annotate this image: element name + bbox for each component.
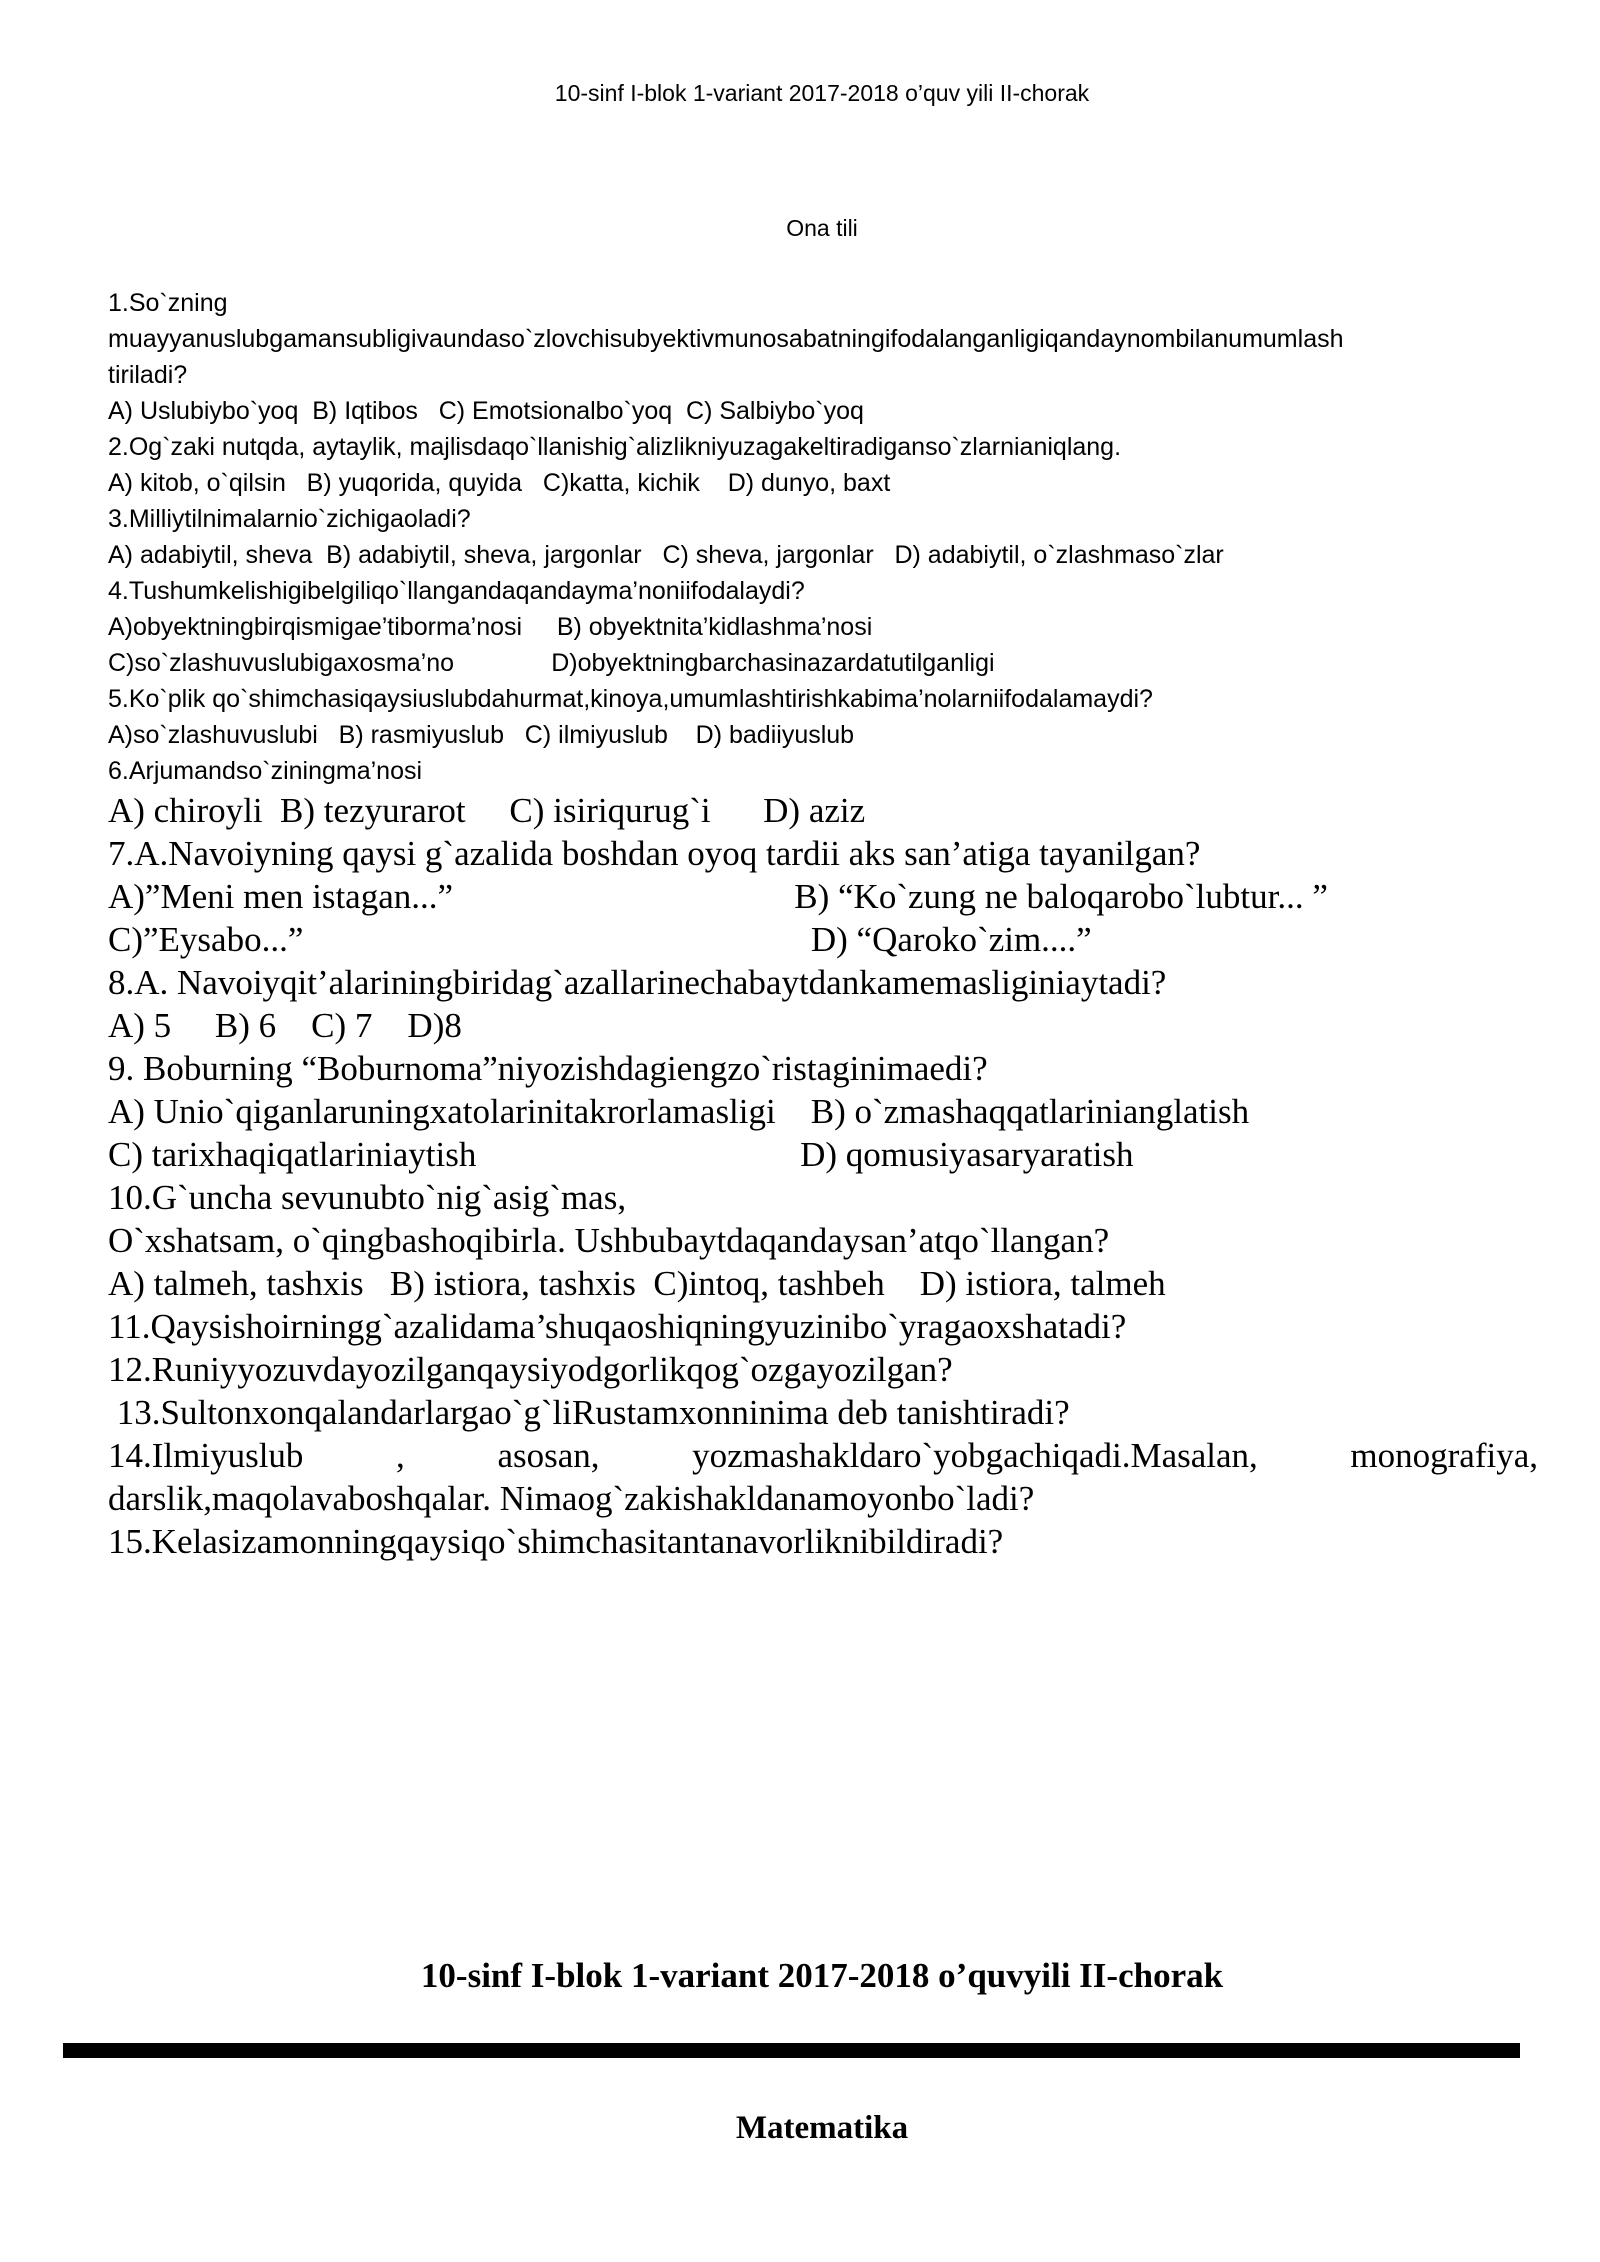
quiz-line: 14.Ilmiyuslub , asosan, yozmashakldaro`yobgachiqadi.Masalan, monografiya,: [108, 1436, 1538, 1475]
quiz-line: 5.Ko`plik qo`shimchasiqaysiuslubdahurmat,kinoya,umumlashtirishkabima’nolarniifodalamaydi?: [108, 685, 1153, 713]
quiz-line: C) tarixhaqiqatlariniaytish D) qomusiyasaryaratish: [108, 1135, 1134, 1174]
quiz-line: 12.Runiyyozuvdayozilganqaysiyodgorlikqog`ozgayozilgan?: [108, 1350, 953, 1389]
quiz-line: tiriladi?: [108, 361, 188, 389]
quiz-line: 15.Kelasizamonningqaysiqo`shimchasitantanavorliknibildiradi?: [108, 1522, 1004, 1561]
quiz-line: 13.Sultonxonqalandarlargao`g`liRustamxonninima deb tanishtiradi?: [108, 1393, 1070, 1432]
quiz-line: muayyanuslubgamansubligivaundaso`zlovchisubyektivmunosabatningifodalanganligiqandaynombilanumumlash: [108, 325, 1344, 353]
quiz-line: A)so`zlashuvuslubi B) rasmiyuslub C) ilmiyuslub D) badiiyuslub: [108, 721, 855, 749]
quiz-line: A) 5 B) 6 C) 7 D)8: [108, 1006, 462, 1045]
quiz-line: C)so`zlashuvuslubigaxosma’no D)obyektningbarchasinazardatutilganligi: [108, 649, 995, 677]
quiz-line: A) chiroyli B) tezyurarot C) isiriqurug`i D) aziz: [108, 791, 866, 830]
quiz-line: 6.Arjumandso`ziningma’nosi: [108, 757, 423, 785]
quiz-line: A)”Meni men istagan...” B) “Ko`zung ne baloqarobo`lubtur... ”: [108, 877, 1328, 916]
quiz-line: 10.G`uncha sevunubto`nig`asig`mas,: [108, 1178, 627, 1217]
quiz-line: 7.A.Navoiyning qaysi g`azalida boshdan oyoq tardii aks san’atiga tayanilgan?: [108, 834, 1201, 873]
quiz-line: A)obyektningbirqismigae’tiborma’nosi B) obyektnita’kidlashma’nosi: [108, 613, 873, 641]
quiz-line: A) Uslubiybo`yoq B) Iqtibos C) Emotsionalbo`yoq C) Salbiybo`yoq: [108, 397, 864, 425]
quiz-line: 11.Qaysishoirningg`azalidama’shuqaoshiqningyuzinibo`yragaoxshatadi?: [108, 1307, 1127, 1346]
page-header: 10-sinf I-blok 1-variant 2017-2018 o’quv yili II-chorak: [554, 80, 1090, 106]
quiz-line: 1.So`zning: [108, 289, 228, 317]
quiz-line: A) adabiytil, sheva B) adabiytil, sheva, jargonlar C) sheva, jargonlar D) adabiytil, o`zlashmaso`zlar: [108, 541, 1224, 569]
quiz-body: [108, 285, 1538, 1563]
subject-title: Ona tili: [786, 215, 858, 241]
divider-bar: [63, 2043, 1520, 2058]
quiz-line: C)”Eysabo...” D) “Qaroko`zim....”: [108, 920, 1092, 959]
quiz-line: A) kitob, o`qilsin B) yuqorida, quyida C)katta, kichik D) dunyo, baxt: [108, 469, 891, 497]
quiz-line: A) talmeh, tashxis B) istiora, tashxis C)intoq, tashbeh D) istiora, talmeh: [108, 1264, 1166, 1303]
quiz-line: darslik,maqolavaboshqalar. Nimaog`zakishakldanamoyonbo`ladi?: [108, 1479, 1035, 1518]
quiz-line: O`xshatsam, o`qingbashoqibirla. Ushbubaytdaqandaysan’atqo`llangan?: [108, 1221, 1110, 1260]
quiz-line: 3.Milliytilnimalarnio`zichigaoladi?: [108, 505, 471, 533]
next-subject-title: Matematika: [735, 2110, 909, 2146]
section-title: 10-sinf I-blok 1-variant 2017-2018 o’quvyili II-chorak: [420, 1956, 1224, 1995]
quiz-line: 9. Boburning “Boburnoma”niyozishdagiengzo`ristaginimaedi?: [108, 1049, 988, 1088]
quiz-line: 2.Og`zaki nutqda, aytaylik, majlisdaqo`llanishig`alizlikniyuzagakeltiradiganso`zlarnianiqlang.: [108, 433, 1122, 461]
quiz-line: A) Unio`qiganlaruningxatolarinitakrorlamasligi B) o`zmashaqqatlarinianglatish: [108, 1092, 1250, 1131]
quiz-line: 4.Tushumkelishigibelgiliqo`llangandaqandayma’noniifodalaydi?: [108, 577, 805, 605]
quiz-line: 8.A. Navoiyqit’alariningbiridag`azallarinechabaytdankamemasliginiaytadi?: [108, 963, 1167, 1002]
